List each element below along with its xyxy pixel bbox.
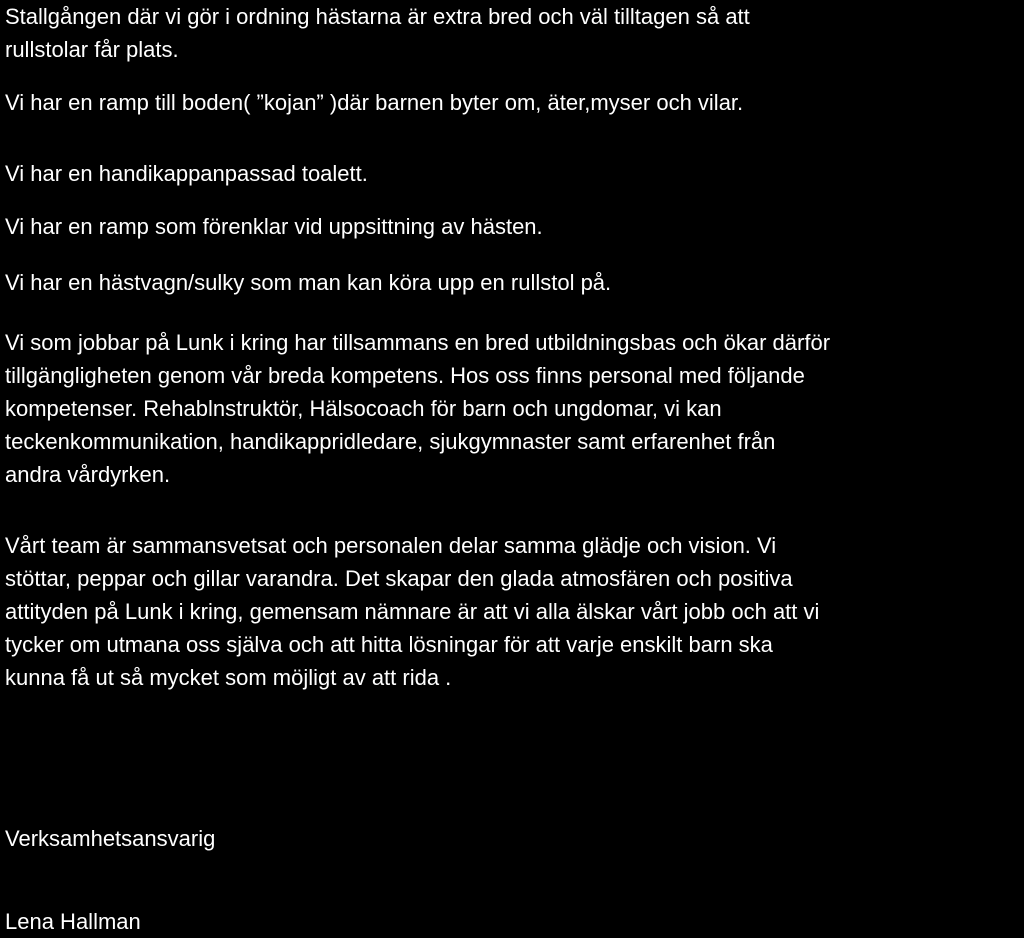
paragraph-mounting-ramp: [5, 210, 543, 243]
text-line: rullstolar får plats.: [5, 37, 179, 62]
signature-name: Lena Hallman: [5, 909, 141, 934]
text-line: Vårt team är sammansvetsat och personalen delar samma glädje och vision. Vi: [5, 533, 777, 558]
paragraph-horse-cart: [5, 266, 611, 299]
signature-title: Verksamhetsansvarig: [5, 826, 216, 851]
text-line: teckenkommunikation, handikappridledare, sjukgymnaster samt erfarenhet från: [5, 429, 776, 454]
text-line: attityden på Lunk i kring, gemensam nämnare är att vi alla älskar vårt jobb och att vi: [5, 599, 820, 624]
paragraph-team-vision: [5, 529, 819, 694]
paragraph-stable-aisle: [5, 0, 750, 66]
paragraph-staff-competence: [5, 326, 830, 491]
text-line: kunna få ut så mycket som möjligt av att rida .: [5, 665, 452, 690]
text-line: Stallgången där vi gör i ordning hästarna är extra bred och väl tilltagen så att: [5, 4, 750, 29]
text-line: andra vårdyrken.: [5, 462, 171, 487]
text-line: Vi har en ramp till boden( ”kojan” )där barnen byter om, äter,myser och vilar.: [5, 90, 744, 115]
paragraph-ramp-cabin: [5, 86, 743, 119]
text-line: Vi som jobbar på Lunk i kring har tillsammans en bred utbildningsbas och ökar därför: [5, 330, 831, 355]
text-line: tillgängligheten genom vår breda kompetens. Hos oss finns personal med följande: [5, 363, 805, 388]
text-line: kompetenser. Rehablnstruktör, Hälsocoach för barn och ungdomar, vi kan: [5, 396, 722, 421]
text-line: Vi har en ramp som förenklar vid uppsittning av hästen.: [5, 214, 543, 239]
text-line: Vi har en handikappanpassad toalett.: [5, 161, 368, 186]
text-line: tycker om utmana oss själva och att hitta lösningar för att varje enskilt barn ska: [5, 632, 773, 657]
paragraph-toilet: [5, 157, 368, 190]
text-line: stöttar, peppar och gillar varandra. Det skapar den glada atmosfären och positiva: [5, 566, 793, 591]
text-line: Vi har en hästvagn/sulky som man kan köra upp en rullstol på.: [5, 270, 612, 295]
